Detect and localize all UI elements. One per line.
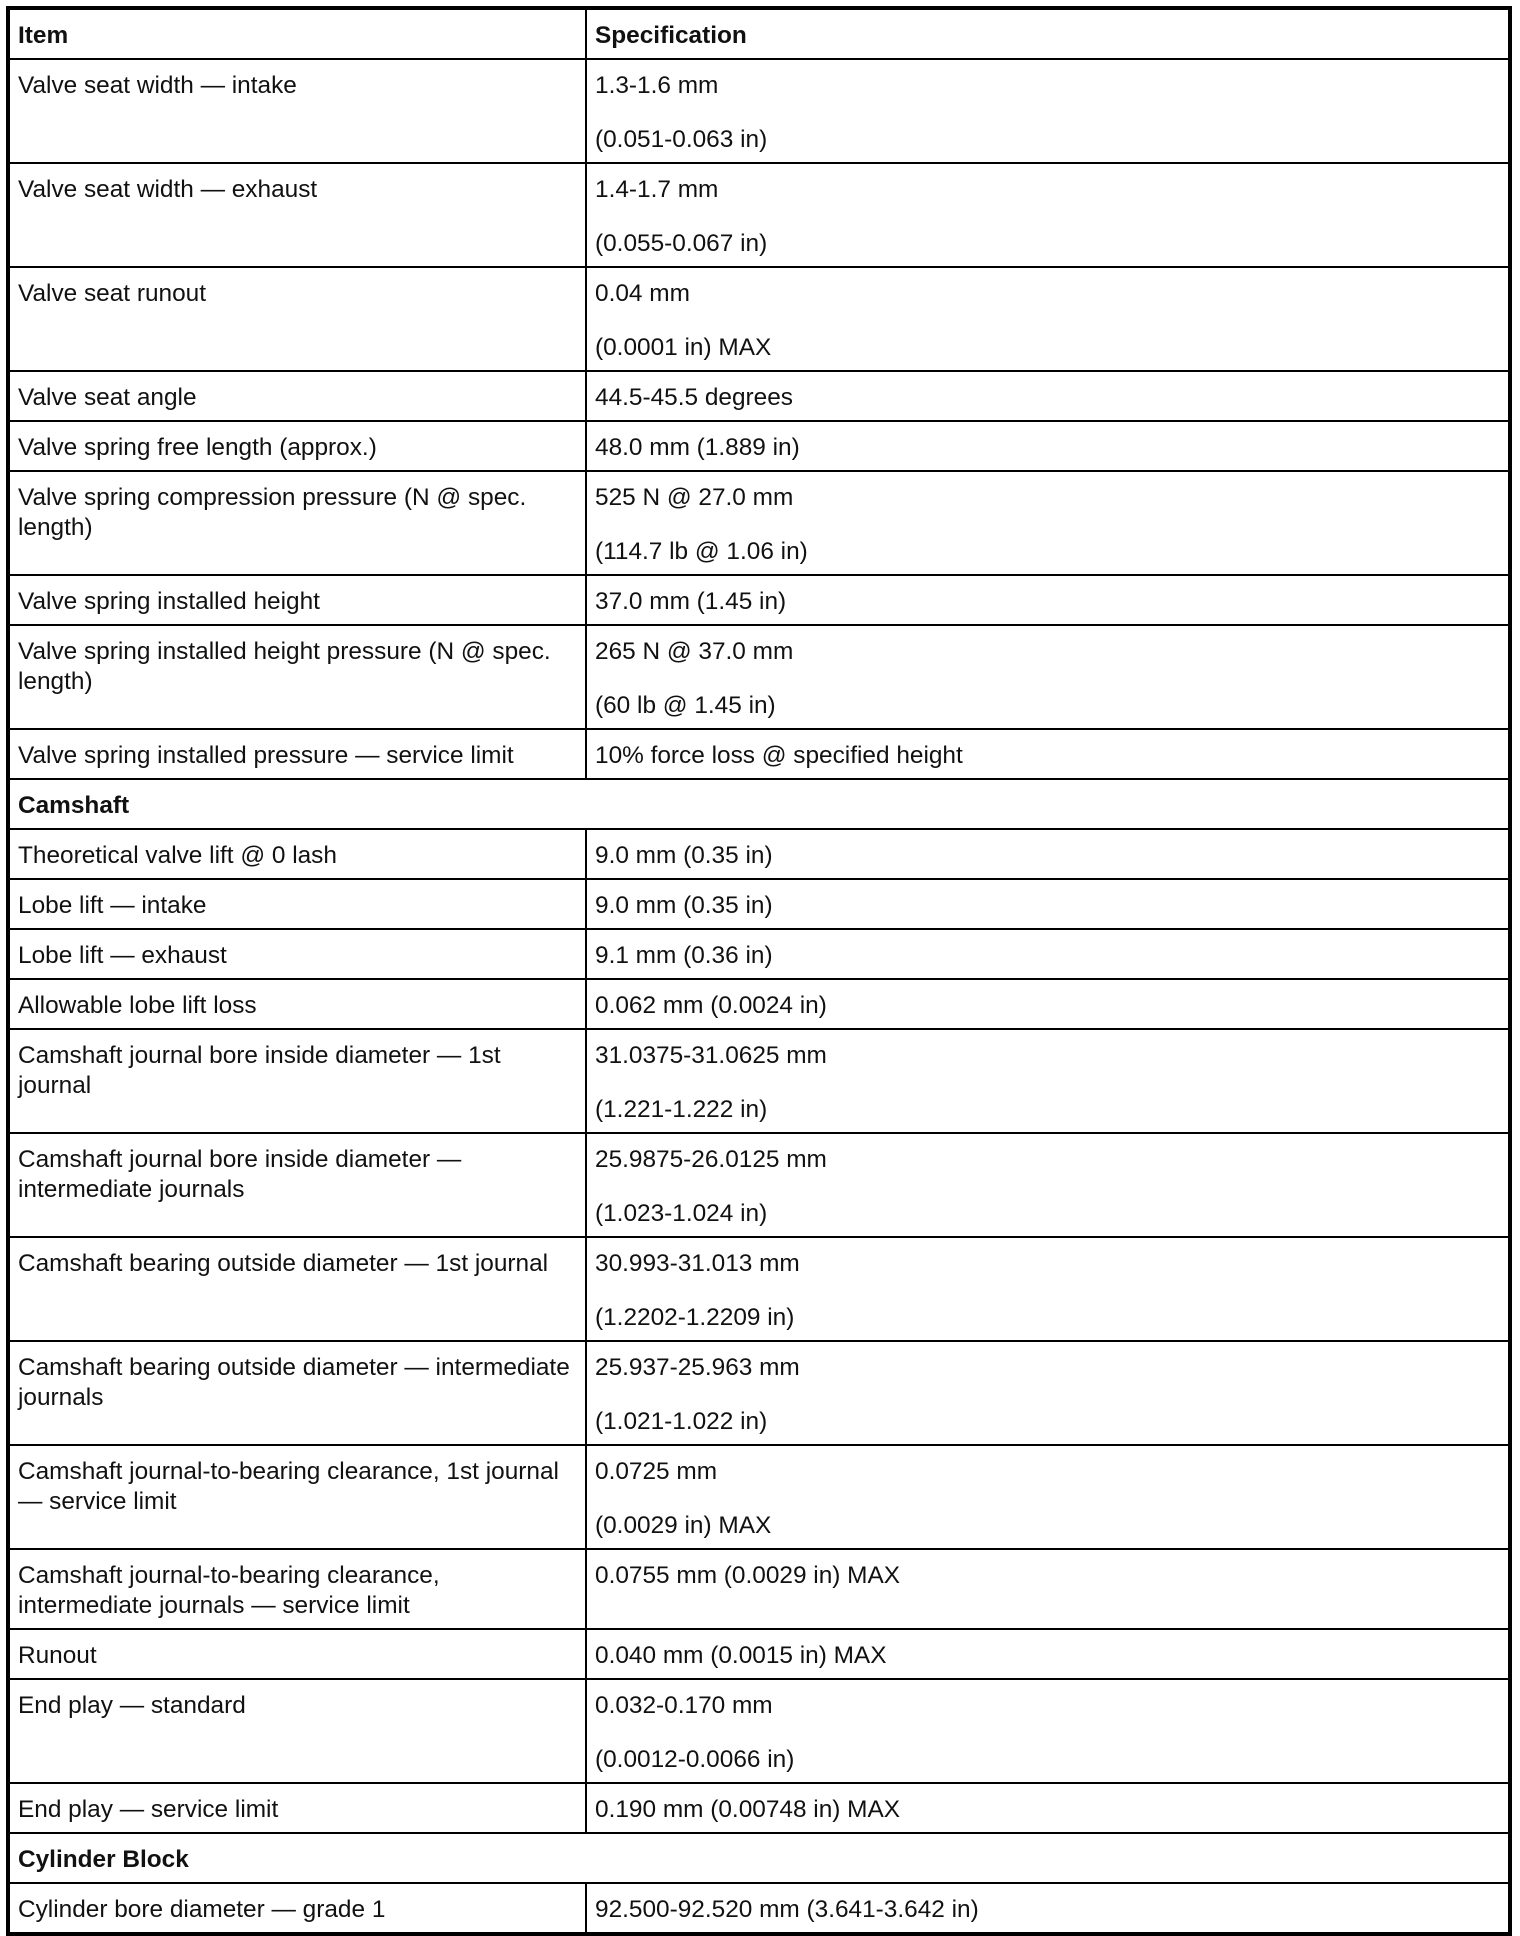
- specification-value: (0.055-0.067 in): [595, 230, 768, 257]
- specification-value: 1.3-1.6 mm: [595, 72, 719, 99]
- table-header-row: [8, 8, 1510, 59]
- specification-cell: [586, 879, 1510, 929]
- item-cell: Theoretical valve lift @ 0 lash: [8, 829, 586, 879]
- item-cell: Valve seat angle: [8, 371, 586, 421]
- column-header-specification: Specification: [586, 8, 1510, 59]
- specification-value: 31.0375-31.0625 mm: [595, 1042, 827, 1069]
- specification-cell: [586, 471, 1510, 575]
- table-row: [8, 1549, 1510, 1629]
- specification-value: (0.0029 in) MAX: [595, 1512, 772, 1539]
- specification-cell: [586, 1783, 1510, 1833]
- item-cell: Valve seat width — intake: [8, 59, 586, 163]
- section-header-row: [8, 1833, 1510, 1883]
- specification-table: [6, 6, 1512, 1936]
- item-cell: Camshaft journal bore inside diameter — 1st journal: [8, 1029, 586, 1133]
- item-cell: Camshaft journal-to-bearing clearance, intermediate journals — service limit: [8, 1549, 586, 1629]
- table-row: [8, 1629, 1510, 1679]
- specification-cell: [586, 1237, 1510, 1341]
- specification-cell: [586, 1029, 1510, 1133]
- specification-cell: [586, 625, 1510, 729]
- specification-cell: [586, 1445, 1510, 1549]
- item-cell: Lobe lift — exhaust: [8, 929, 586, 979]
- specification-value: 1.4-1.7 mm: [595, 176, 719, 203]
- item-cell: Lobe lift — intake: [8, 879, 586, 929]
- specification-cell: [586, 1679, 1510, 1783]
- specification-value: 265 N @ 37.0 mm: [595, 638, 794, 665]
- item-cell: Valve spring installed pressure — service limit: [8, 729, 586, 779]
- specification-value: 37.0 mm (1.45 in): [595, 588, 787, 615]
- item-cell: Runout: [8, 1629, 586, 1679]
- item-cell: Valve spring free length (approx.): [8, 421, 586, 471]
- table-row: [8, 1679, 1510, 1783]
- item-cell: Valve spring installed height pressure (N @ spec. length): [8, 625, 586, 729]
- specification-cell: [586, 729, 1510, 779]
- specification-value: (0.0001 in) MAX: [595, 334, 772, 361]
- section-title: Cylinder Block: [8, 1833, 1510, 1883]
- item-cell: Valve seat runout: [8, 267, 586, 371]
- item-cell: End play — standard: [8, 1679, 586, 1783]
- specification-cell: [586, 371, 1510, 421]
- specification-value: 44.5-45.5 degrees: [595, 384, 793, 411]
- specification-value: 0.190 mm (0.00748 in) MAX: [595, 1796, 901, 1823]
- specification-value: 25.9875-26.0125 mm: [595, 1146, 827, 1173]
- specification-cell: [586, 1883, 1510, 1934]
- specification-value: 0.032-0.170 mm: [595, 1692, 773, 1719]
- specification-value: (0.051-0.063 in): [595, 126, 768, 153]
- table-body: [8, 59, 1510, 1934]
- specification-value: (60 lb @ 1.45 in): [595, 692, 776, 719]
- specification-cell: [586, 421, 1510, 471]
- item-cell: Camshaft bearing outside diameter — 1st journal: [8, 1237, 586, 1341]
- specification-cell: [586, 267, 1510, 371]
- table-row: [8, 729, 1510, 779]
- specification-value: 0.0755 mm (0.0029 in) MAX: [595, 1562, 901, 1589]
- specification-value: 9.1 mm (0.36 in): [595, 942, 773, 969]
- table-row: [8, 59, 1510, 163]
- specification-value: (1.021-1.022 in): [595, 1408, 768, 1435]
- item-cell: Camshaft journal bore inside diameter — intermediate journals: [8, 1133, 586, 1237]
- table-row: [8, 421, 1510, 471]
- table-row: [8, 979, 1510, 1029]
- specification-cell: [586, 1133, 1510, 1237]
- item-cell: Cylinder bore diameter — grade 1: [8, 1883, 586, 1934]
- table-row: [8, 1133, 1510, 1237]
- section-title: Camshaft: [8, 779, 1510, 829]
- table-row: [8, 1237, 1510, 1341]
- specification-cell: [586, 1629, 1510, 1679]
- column-header-item: Item: [8, 8, 586, 59]
- table-row: [8, 1883, 1510, 1934]
- table-row: [8, 1029, 1510, 1133]
- table-row: [8, 1445, 1510, 1549]
- specification-value: (0.0012-0.0066 in): [595, 1746, 795, 1773]
- specification-cell: [586, 829, 1510, 879]
- item-cell: End play — service limit: [8, 1783, 586, 1833]
- specification-value: 9.0 mm (0.35 in): [595, 892, 773, 919]
- specification-value: 30.993-31.013 mm: [595, 1250, 800, 1277]
- specification-cell: [586, 59, 1510, 163]
- table-row: [8, 471, 1510, 575]
- table-row: [8, 575, 1510, 625]
- specification-value: 0.0725 mm: [595, 1458, 718, 1485]
- section-header-row: [8, 779, 1510, 829]
- specification-cell: [586, 1341, 1510, 1445]
- item-cell: Camshaft bearing outside diameter — intermediate journals: [8, 1341, 586, 1445]
- specification-cell: [586, 163, 1510, 267]
- specification-value: (1.023-1.024 in): [595, 1200, 768, 1227]
- specification-value: 525 N @ 27.0 mm: [595, 484, 794, 511]
- item-cell: Camshaft journal-to-bearing clearance, 1st journal — service limit: [8, 1445, 586, 1549]
- table-row: [8, 267, 1510, 371]
- item-cell: Valve spring installed height: [8, 575, 586, 625]
- item-cell: Valve seat width — exhaust: [8, 163, 586, 267]
- specification-value: 48.0 mm (1.889 in): [595, 434, 800, 461]
- item-cell: Valve spring compression pressure (N @ spec. length): [8, 471, 586, 575]
- specification-value: (114.7 lb @ 1.06 in): [595, 538, 808, 565]
- specification-cell: [586, 929, 1510, 979]
- table-row: [8, 879, 1510, 929]
- table-row: [8, 371, 1510, 421]
- table-row: [8, 829, 1510, 879]
- specification-value: 0.04 mm: [595, 280, 690, 307]
- specification-value: 10% force loss @ specified height: [595, 742, 963, 769]
- item-cell: Allowable lobe lift loss: [8, 979, 586, 1029]
- specification-value: (1.2202-1.2209 in): [595, 1304, 795, 1331]
- specification-cell: [586, 575, 1510, 625]
- table-row: [8, 929, 1510, 979]
- specification-cell: [586, 979, 1510, 1029]
- specification-value: 0.062 mm (0.0024 in): [595, 992, 827, 1019]
- specification-value: 9.0 mm (0.35 in): [595, 842, 773, 869]
- table-row: [8, 1783, 1510, 1833]
- specification-value: 0.040 mm (0.0015 in) MAX: [595, 1642, 887, 1669]
- specification-value: 25.937-25.963 mm: [595, 1354, 800, 1381]
- table-row: [8, 625, 1510, 729]
- specification-cell: [586, 1549, 1510, 1629]
- specification-value: 92.500-92.520 mm (3.641-3.642 in): [595, 1896, 979, 1923]
- table-row: [8, 163, 1510, 267]
- table-row: [8, 1341, 1510, 1445]
- specification-value: (1.221-1.222 in): [595, 1096, 768, 1123]
